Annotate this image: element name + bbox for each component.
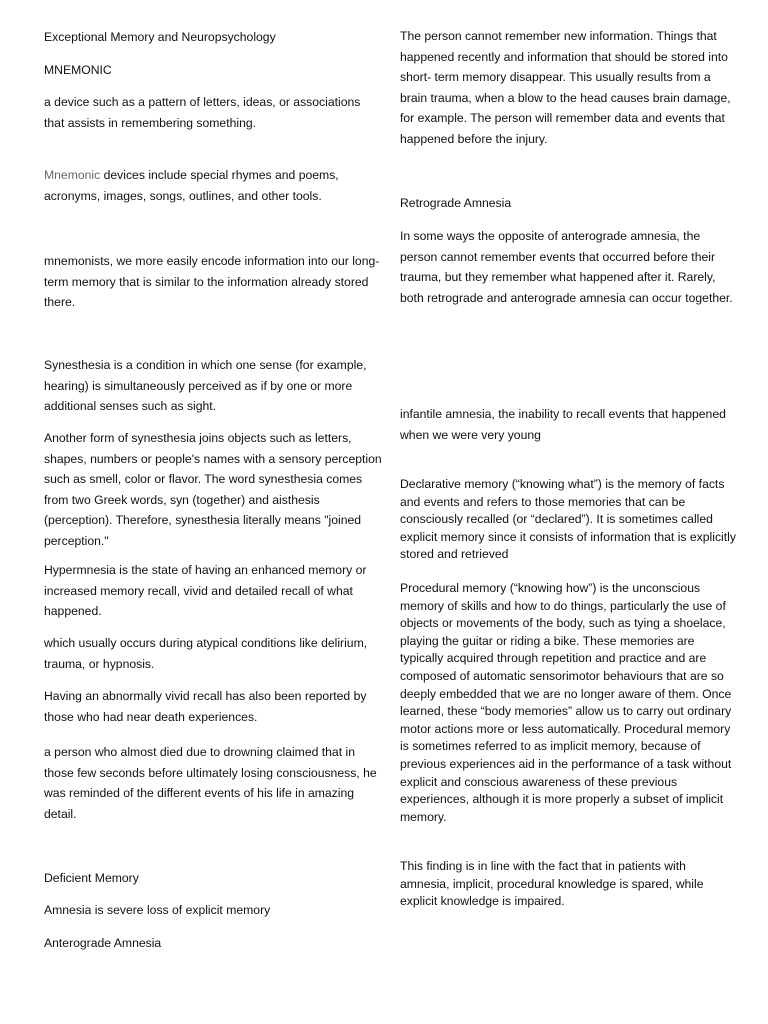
mnemonic-definition: a device such as a pattern of letters, ideas, or associations that assists in remembering something. (44, 95, 361, 130)
declarative-memory-paragraph: Declarative memory (“knowing what”) is the memory of facts and events and refers to those memories that can be consciously recalled (or “declared”). It is sometimes called explicit memory since it consists of information that is explicitly stored and retrieved (400, 477, 736, 562)
synesthesia-paragraph-2: Another form of synesthesia joins objects such as letters, shapes, numbers or people's names with a sensory perception such as smell, color or flavor. The word synesthesia comes from two Greek words, syn (together) and aisthesis (perception). Therefore, synesthesia literally means "joined perception." (44, 431, 382, 548)
heading-anterograde-amnesia: Anterograde Amnesia (44, 936, 162, 950)
finding-paragraph: This finding is in line with the fact that in patients with amnesia, implicit, procedural knowledge is spared, while explicit knowledge is impaired. (400, 859, 704, 909)
near-death-paragraph: Having an abnormally vivid recall has also been reported by those who had near death experiences. (44, 689, 367, 724)
retrograde-description: In some ways the opposite of anterograde amnesia, the person cannot remember events that occurred before their trauma, but they remember what happened after it. Rarely, both retrograde and anterograde amnesia can occur together. (400, 229, 733, 305)
heading-retrograde-amnesia: Retrograde Amnesia (400, 196, 512, 210)
anterograde-description: The person cannot remember new information. Things that happened recently and information that should be stored into short- term memory disappear. This usually results from a brain trauma, when a blow to the head causes brain damage, for example. The person will remember data and events that happened before the injury. (400, 29, 731, 146)
mnemonists-paragraph: mnemonists, we more easily encode information into our long-term memory that is similar to the information already stored there. (44, 254, 380, 309)
procedural-memory-paragraph: Procedural memory (“knowing how”) is the unconscious memory of skills and how to do things, particularly the use of objects or movements of the body, such as tying a shoelace, playing the guitar or riding a bike. These memories are typically acquired through repetition and practice and are composed of automatic sensorimotor behaviours that are so deeply embedded that we are no longer aware of them. Once learned, these “body memories” allow us to carry out ordinary motor actions more or less automatically. Procedural memory is sometimes referred to as implicit memory, because of previous experiences aid in the performance of a task without explicit and conscious awareness of these previous experiences, although it is more properly a subset of implicit memory. (400, 581, 732, 824)
amnesia-definition: Amnesia is severe loss of explicit memory (44, 903, 271, 917)
mnemonic-devices-text: devices include special rhymes and poems, acronyms, images, songs, outlines, and other tools. (44, 168, 339, 203)
atypical-conditions-paragraph: which usually occurs during atypical conditions like delirium, trauma, or hypnosis. (44, 636, 368, 671)
hypermnesia-paragraph: Hypermnesia is the state of having an enhanced memory or increased memory recall, vivid and detailed recall of what happened. (44, 563, 367, 618)
heading-mnemonic: MNEMONIC (44, 63, 112, 77)
mnemonic-highlight-word: Mnemonic (44, 168, 101, 182)
drowning-paragraph: a person who almost died due to drowning claimed that in those few seconds before ultimately losing consciousness, he was reminded of the different events of his life in amazing detail. (44, 745, 377, 821)
infantile-amnesia-paragraph: infantile amnesia, the inability to recall events that happened when we were very young (400, 407, 726, 442)
document-title: Exceptional Memory and Neuropsychology (44, 30, 276, 44)
mnemonic-devices-paragraph (44, 165, 384, 206)
synesthesia-paragraph-1: Synesthesia is a condition in which one sense (for example, hearing) is simultaneously perceived as if by one or more additional senses such as sight. (44, 358, 367, 413)
heading-deficient-memory: Deficient Memory (44, 871, 139, 885)
